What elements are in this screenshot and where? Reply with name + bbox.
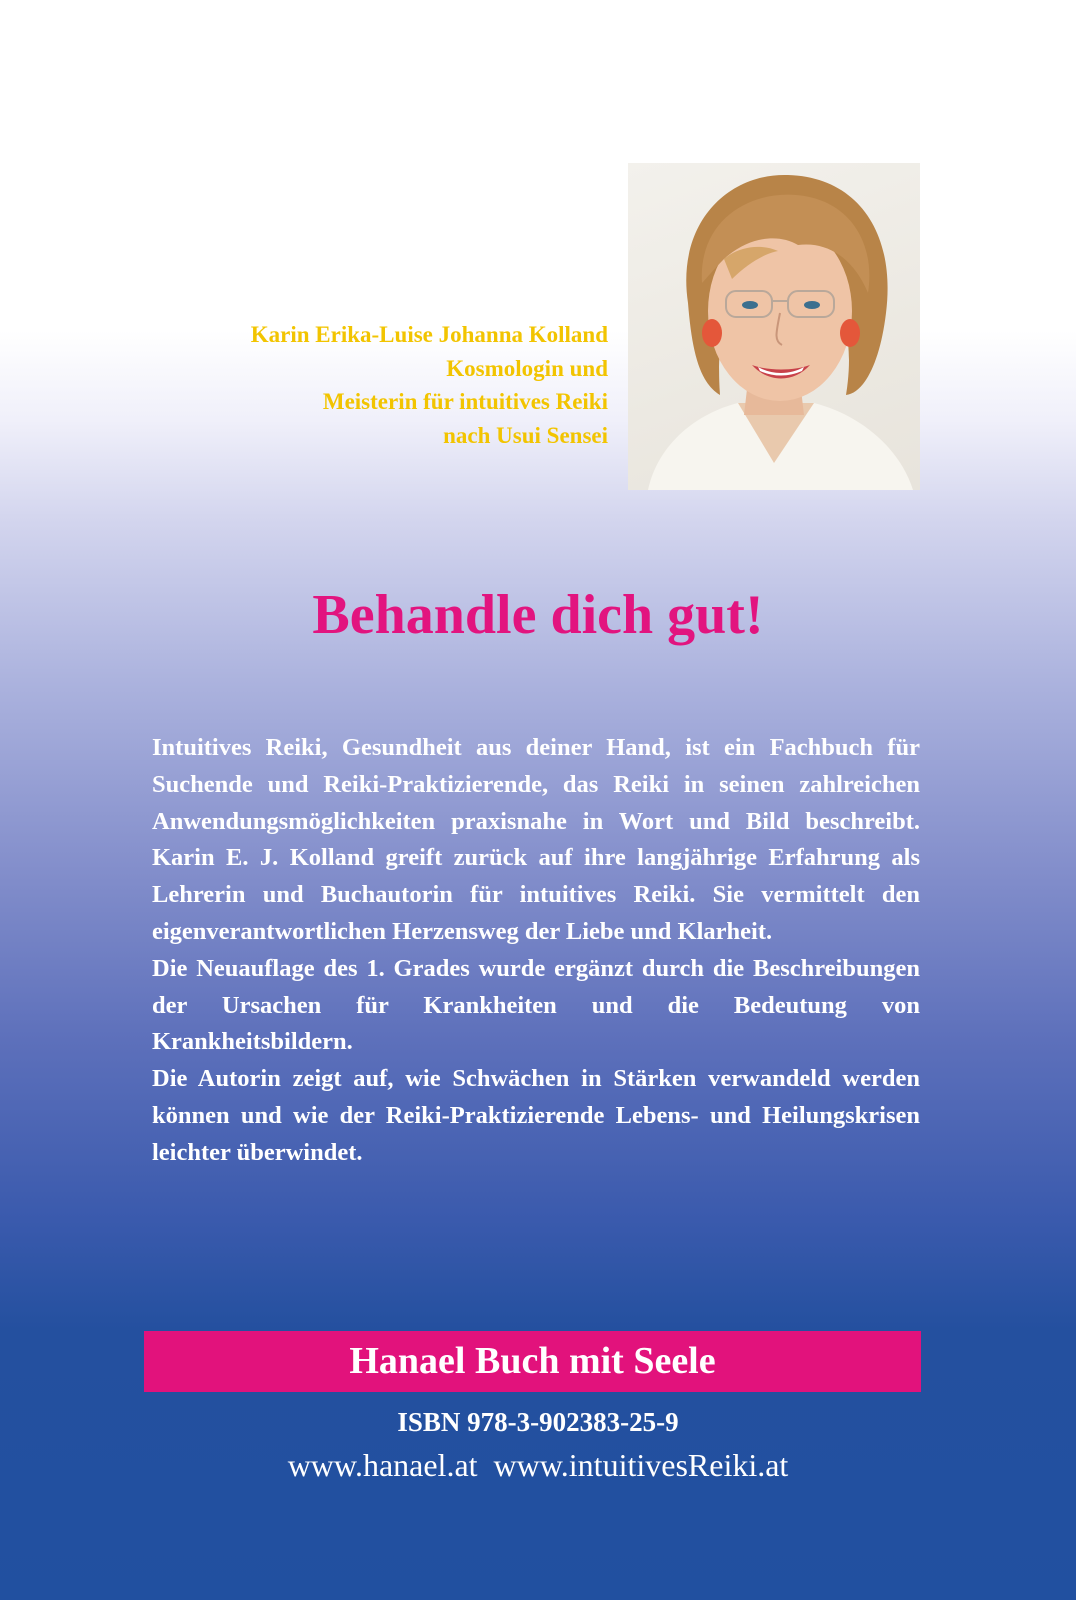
author-title-line-2: Meisterin für intuitives Reiki	[322, 389, 608, 414]
author-title-line-1: Kosmologin und	[446, 355, 608, 381]
publisher-banner: Hanael Buch mit Seele	[144, 1331, 921, 1392]
author-name: Karin Erika-Luise Johanna Kolland	[250, 322, 608, 347]
isbn-number: ISBN 978-3-902383-25-9	[397, 1407, 679, 1437]
author-portrait-icon	[628, 163, 920, 490]
book-headline: Behandle dich gut!	[312, 584, 764, 646]
description-paragraph: Intuitives Reiki, Gesundheit aus deiner Hand, ist ein Fachbuch für Suchende und Reiki-Praktizierende, das Reiki in seinen zahlreichen Anwendungsmöglichkeiten praxisnahe in Wort und Bild beschreibt. Karin E. J. Kolland greift zurück auf ihre langjährige Erfahrung als Lehrerin und Buchautorin für intuitives Reiki. Sie vermittelt den eigenverantwortlichen Herzensweg der Liebe und Klarheit.	[152, 734, 920, 945]
author-title-line-3: nach Usui Sensei	[443, 422, 608, 448]
book-description	[152, 730, 920, 1172]
description-paragraph: Die Neuauflage des 1. Grades wurde ergänzt durch die Beschreibungen der Ursachen für Krankheiten und die Bedeutung von Krankheitsbildern.	[152, 954, 920, 1056]
author-info	[130, 318, 608, 452]
description-paragraph: Die Autorin zeigt auf, wie Schwächen in Stärken verwandeld werden können und wie der Reiki-Praktizierende Lebens- und Heilungskrisen leichter überwindet.	[152, 1065, 920, 1166]
author-portrait-photo	[628, 163, 920, 490]
website-links: www.hanael.at www.intuitivesReiki.at	[287, 1447, 789, 1483]
